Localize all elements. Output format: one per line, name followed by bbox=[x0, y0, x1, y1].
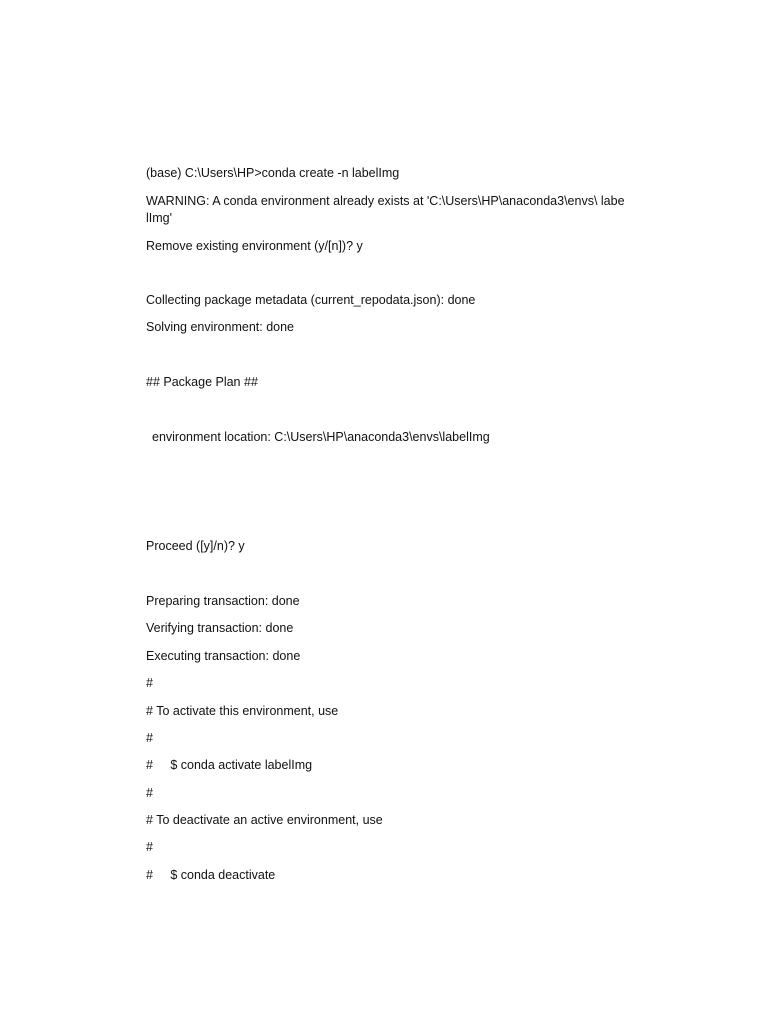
comment-line: # bbox=[146, 676, 153, 690]
solving-environment-line: Solving environment: done bbox=[146, 320, 295, 334]
environment-location-line: environment location: C:\Users\HP\anaconda3\envs\labelImg bbox=[152, 430, 490, 444]
comment-line: # bbox=[146, 786, 153, 800]
comment-line: # bbox=[146, 840, 153, 854]
activate-instruction-line: # To activate this environment, use bbox=[146, 704, 339, 718]
proceed-prompt: Proceed ([y]/n)? y bbox=[146, 539, 245, 553]
activate-command-line: # $ conda activate labelImg bbox=[146, 758, 313, 772]
executing-transaction-line: Executing transaction: done bbox=[146, 649, 301, 663]
deactivate-command-line: # $ conda deactivate bbox=[146, 868, 276, 882]
verifying-transaction-line: Verifying transaction: done bbox=[146, 621, 294, 635]
deactivate-instruction-line: # To deactivate an active environment, use bbox=[146, 813, 383, 827]
command-line-create: (base) C:\Users\HP>conda create -n labelImg bbox=[146, 166, 400, 180]
comment-line: # bbox=[146, 731, 153, 745]
collecting-metadata-line: Collecting package metadata (current_repodata.json): done bbox=[146, 293, 476, 307]
preparing-transaction-line: Preparing transaction: done bbox=[146, 594, 300, 608]
package-plan-heading: ## Package Plan ## bbox=[146, 375, 258, 389]
remove-prompt: Remove existing environment (y/[n])? y bbox=[146, 239, 363, 253]
warning-message: WARNING: A conda environment already exists at 'C:\Users\HP\anaconda3\envs\ labelImg' bbox=[146, 194, 625, 225]
